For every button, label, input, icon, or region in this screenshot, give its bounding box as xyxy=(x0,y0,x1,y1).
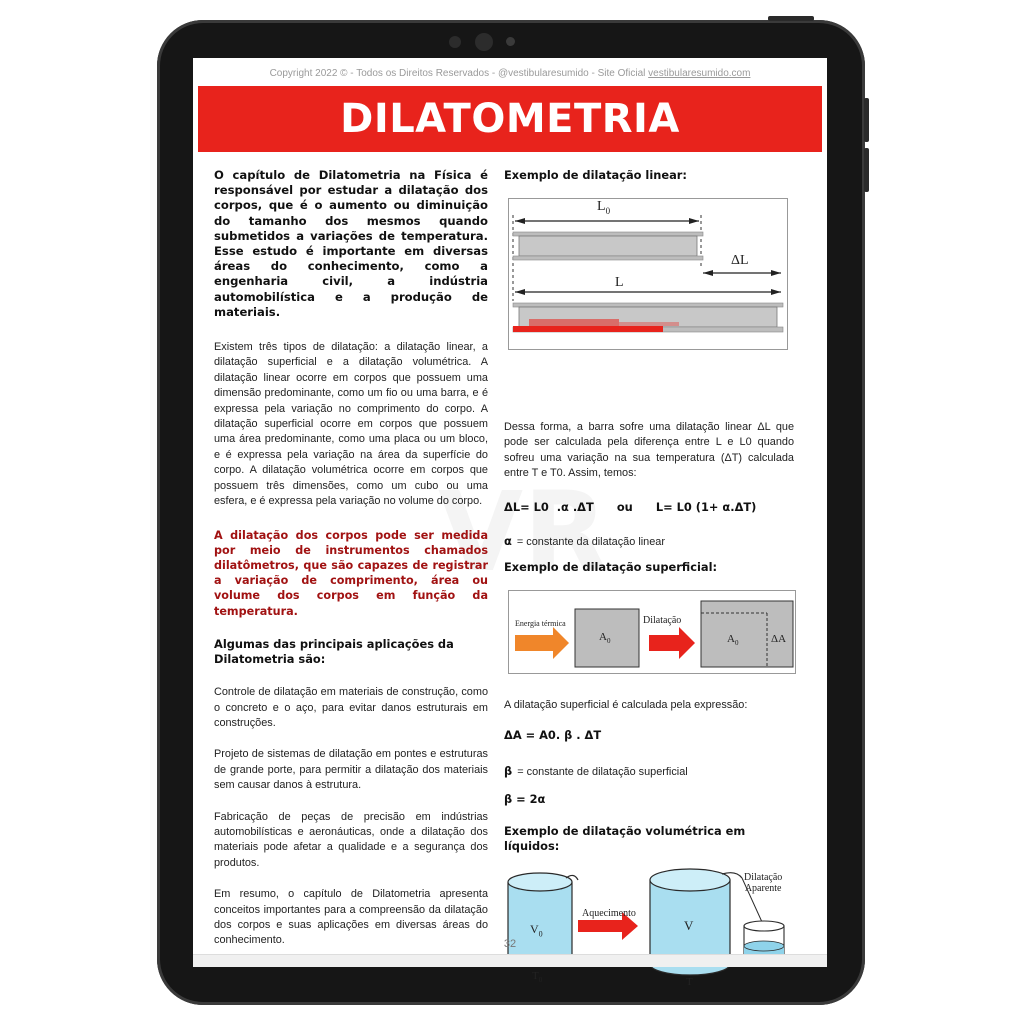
l-label: L xyxy=(615,275,624,290)
linear-explanation: Dessa forma, a barra sofre uma dilatação linear ΔL que pode ser calculada pela diferença entre L e L0 quando sofreu uma variação na sua temperatura (ΔT) calculada entre T e T0. Assim, temos: xyxy=(504,421,794,480)
t-label: T xyxy=(686,976,693,988)
surface-dilation-diagram xyxy=(509,591,795,673)
left-column xyxy=(214,168,488,949)
surface-formula: ΔA = A0. β . ΔT xyxy=(504,728,602,742)
a0-expanded-label: $A_0$ xyxy=(727,633,739,648)
alpha-definition xyxy=(504,530,665,550)
page-title: DILATOMETRIA xyxy=(340,96,680,142)
formula-or: ou xyxy=(616,500,633,514)
screen xyxy=(193,58,827,988)
volume-dilation-figure xyxy=(504,868,804,988)
camera-sensor-icon xyxy=(506,37,515,46)
intro-paragraph: O capítulo de Dilatometria na Física é responsável por estudar a dilatação dos corpos, que é o aumento ou diminuição do tamanho dos mesmos quando submetidos a variações de temperatura. Esse estudo é importante em diversas áreas do conhecimento, como a engenharia civil, a indústria automobilística e a produção de materiais. xyxy=(214,168,488,319)
power-button xyxy=(768,16,814,21)
linear-formula-delta: ΔL= L0 .α .ΔT xyxy=(504,500,594,514)
volume-down-button xyxy=(864,148,869,192)
linear-dilation-diagram xyxy=(509,199,787,349)
volume-up-button xyxy=(864,98,869,142)
linear-dilation-figure xyxy=(508,198,788,350)
application-item: Fabricação de peças de precisão em indústrias automobilísticas e aeronáuticas, onde a dilatação dos materiais pode afetar a qualidade e a segurança dos produtos. xyxy=(214,810,488,869)
beta-definition xyxy=(504,760,688,780)
camera-lens-icon xyxy=(449,36,461,48)
linear-formula-length: L= L0 (1+ α.ΔT) xyxy=(655,500,757,514)
heating-label: Aquecimento xyxy=(582,908,636,919)
highlight-paragraph: A dilatação dos corpos pode ser medida por meio de instrumentos chamados dilatômetros, que são capazes de registrar a variação de comprimento, área ou volume dos corpos em função da temperatura. xyxy=(214,528,488,618)
l0-label: $L_0$ xyxy=(597,199,611,216)
surface-dilation-figure xyxy=(508,590,796,674)
a0-label: $A_0$ xyxy=(599,631,611,646)
volume-heading: Exemplo de dilatação volumétrica em líquidos: xyxy=(504,824,746,854)
beta-relation: β = 2α xyxy=(504,792,546,806)
t0-label: $T_0$ xyxy=(532,970,543,985)
alpha-symbol: α xyxy=(504,534,512,548)
surface-explanation: A dilatação superficial é calculada pela expressão: xyxy=(504,699,748,711)
delta-a-label: ΔA xyxy=(771,633,787,645)
copyright-line xyxy=(193,68,827,79)
page-number: 32 xyxy=(503,938,517,950)
energy-label: Energia térmica xyxy=(515,619,566,628)
delta-l-label: ΔL xyxy=(731,253,749,268)
alpha-definition-text: = constante da dilatação linear xyxy=(516,536,665,548)
linear-heading: Exemplo de dilatação linear: xyxy=(504,168,687,182)
beta-definition-text: = constante de dilatação superficial xyxy=(517,766,688,778)
application-item: Controle de dilatação em materiais de construção, como o concreto e o aço, para evitar danos estruturais em construções. xyxy=(214,686,488,729)
title-banner xyxy=(198,86,822,152)
apparent-dilation-label: Dilatação Aparente xyxy=(744,872,783,894)
linear-formulas xyxy=(504,496,794,515)
copyright-text: Copyright 2022 © - Todos os Direitos Reservados - @vestibularesumido - Site Oficial xyxy=(269,68,646,79)
dilation-label: Dilatação xyxy=(643,615,682,626)
v-label: V xyxy=(684,918,694,933)
application-item: Projeto de sistemas de dilatação em pontes e estruturas de grande porte, para permitir a dilatação dos materiais sem causar danos à estrutura. xyxy=(214,748,488,792)
camera-main-icon xyxy=(475,33,493,51)
v0-label: $V_0$ xyxy=(530,922,543,939)
summary-paragraph: Em resumo, o capítulo de Dilatometria apresenta conceitos importantes para a compreensão da dilatação dos corpos e suas aplicações em diversas áreas do conhecimento. xyxy=(214,888,488,947)
next-page-edge xyxy=(193,954,827,967)
applications-heading: Algumas das principais aplicações da Dilatometria são: xyxy=(214,636,454,666)
surface-heading: Exemplo de dilatação superficial: xyxy=(504,560,718,574)
types-paragraph: Existem três tipos de dilatação: a dilatação linear, a dilatação superficial e a dilatação volumétrica. A dilatação linear ocorre em corpos que possuem uma dimensão predominante, como um fio ou uma barra, e é expressa pela variação no comprimento do corpo. A dilatação superficial ocorre em corpos que possuem uma área predominante, como uma placa ou um bloco, e é expressa pela variação na área da superfície do corpo. A dilatação volumétrica ocorre em corpos que possuem três dimensões, como um cubo ou uma esfera, e é expressa pela variação no volume do corpo. xyxy=(214,341,488,508)
beta-symbol: β xyxy=(504,764,513,778)
site-link[interactable]: vestibularesumido.com xyxy=(648,68,751,79)
